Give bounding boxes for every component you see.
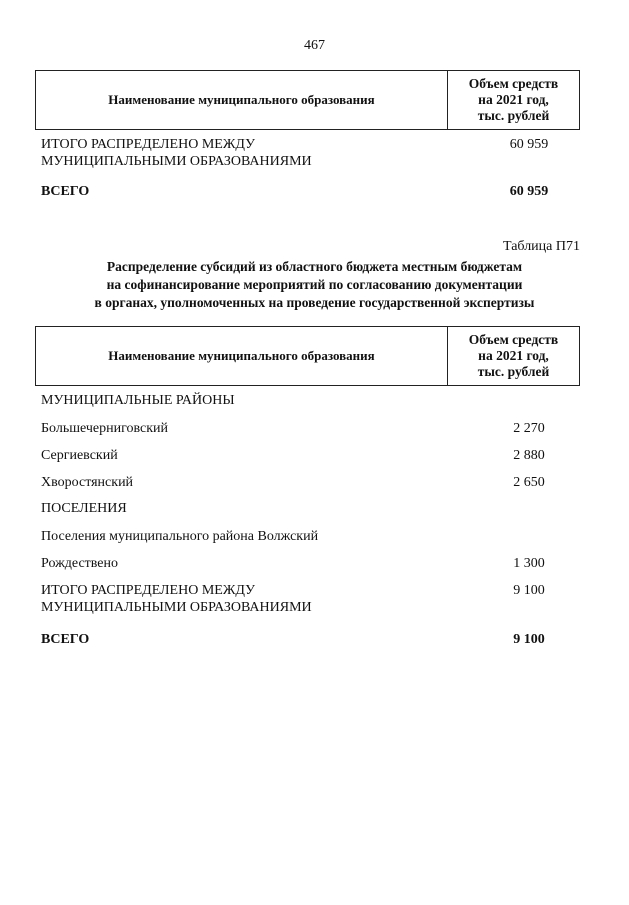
table2-amount-column-header <box>447 327 579 385</box>
page-number: 467 <box>304 38 325 53</box>
table1-name-column-header: Наименование муниципального образования <box>108 92 375 107</box>
table2-header <box>35 326 580 386</box>
row-value: 2 270 <box>513 421 545 436</box>
row-value: 1 300 <box>513 556 545 571</box>
table1-amount-column-header <box>447 71 579 129</box>
row-name: ИТОГО РАСПРЕДЕЛЕНО МЕЖДУ МУНИЦИПАЛЬНЫМИ ОБРАЗОВАНИЯМИ <box>41 583 312 615</box>
row-value: 60 959 <box>509 137 549 152</box>
row-name: Сергиевский <box>41 448 118 463</box>
row-value: 2 650 <box>513 475 545 490</box>
table-title: Распределение субсидий из областного бюджета местным бюджетам на софинансирование мероприятий по согласованию документации в органах, уполномоченных на проведение государственной экспертизы <box>94 259 535 310</box>
row-name: Хворостянский <box>41 475 134 490</box>
amount-header-line: на 2021 год, <box>478 92 549 107</box>
row-name: ВСЕГО <box>41 632 90 647</box>
amount-header-line: Объем средств <box>468 332 559 347</box>
table-label: Таблица П71 <box>503 239 580 254</box>
amount-header-line: Объем средств <box>468 76 559 91</box>
amount-header-line: тыс. рублей <box>477 108 550 123</box>
row-name: ИТОГО РАСПРЕДЕЛЕНО МЕЖДУ МУНИЦИПАЛЬНЫМИ ОБРАЗОВАНИЯМИ <box>41 137 312 169</box>
table1-header <box>35 70 580 130</box>
amount-header-line: тыс. рублей <box>477 364 550 379</box>
amount-header-line: на 2021 год, <box>478 348 549 363</box>
row-name: МУНИЦИПАЛЬНЫЕ РАЙОНЫ <box>41 393 235 408</box>
row-value: 60 959 <box>509 184 549 199</box>
row-value: 9 100 <box>513 632 545 647</box>
row-name: Поселения муниципального района Волжский <box>41 529 319 544</box>
row-name: Большечерниговский <box>41 421 169 436</box>
row-name: ВСЕГО <box>41 184 90 199</box>
row-name: Рождествено <box>41 556 119 571</box>
row-value: 9 100 <box>513 583 545 598</box>
table2-name-column-header: Наименование муниципального образования <box>108 348 375 363</box>
row-value: 2 880 <box>513 448 545 463</box>
row-name: ПОСЕЛЕНИЯ <box>41 501 127 516</box>
